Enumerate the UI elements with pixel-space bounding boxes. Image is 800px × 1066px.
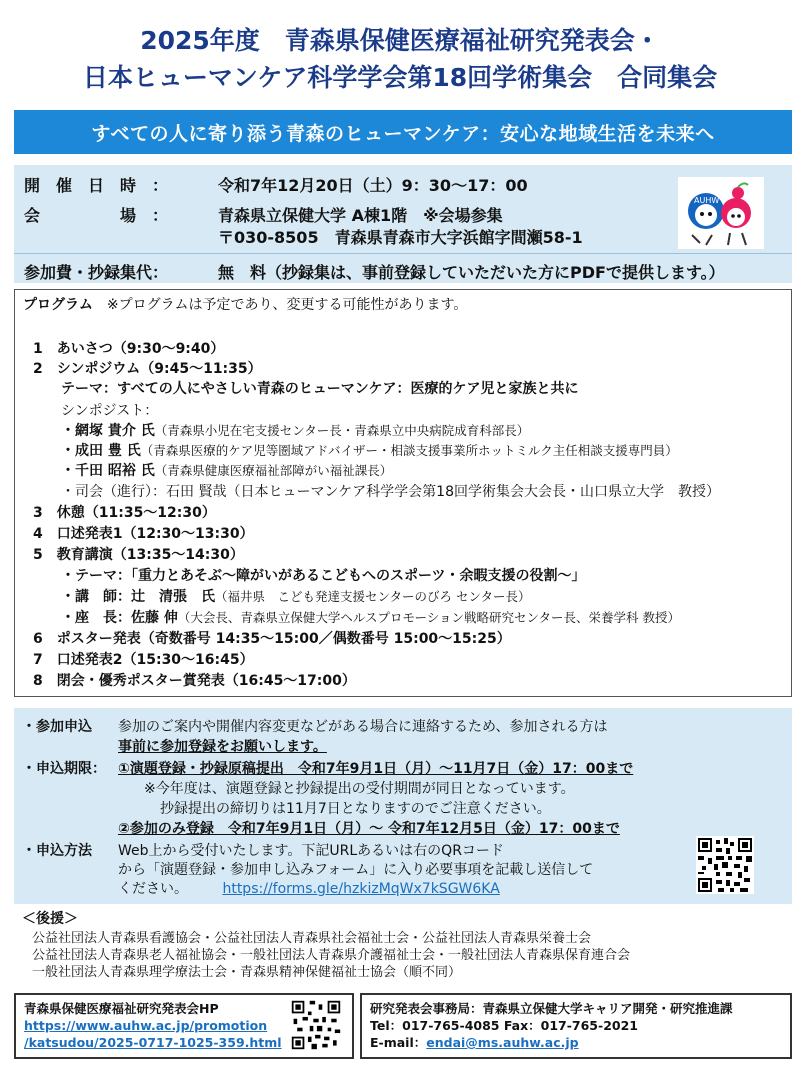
venue-value-2: 〒030-8505 青森県青森市大字浜館字間瀬58-1 (218, 228, 583, 247)
theme-banner (14, 110, 792, 154)
program-item-4: 4 口述発表1（12:30～13:30） (33, 526, 254, 542)
program-heading-row (23, 296, 467, 314)
date-label: 開 催 日 時 ： (24, 176, 169, 195)
lecturer-name: ・講 師：辻 清張 氏 (61, 589, 215, 605)
deadline-note-1: ※今年度は、演題登録と抄録提出の受付期間が同日となっています。 (144, 781, 575, 797)
lecture-theme: ・テーマ：「重力とあそぶ～障がいがあるこどもへのスポーツ・余暇支援の役割～」 (61, 568, 586, 584)
application-info (14, 708, 792, 904)
supporters-line-3: 一般社団法人青森県理学療法士会・青森県精神保健福祉士協会（順不同） (32, 965, 462, 980)
chair-role: （大会長、青森県立保健大学ヘルスプロモーション戦略研究センター長、栄養学科 教授） (177, 610, 680, 625)
supporters-heading: ＜後援＞ (22, 911, 78, 927)
venue-label: 会 場 ： (24, 206, 169, 225)
symposist-1-name: ・網塚 貴介 氏 (61, 423, 155, 439)
program-item-2: 2 シンポジウム（9:45～11:35） (33, 361, 262, 377)
deadline-abstract: ①演題登録・抄録原稿提出 令和7年9月1日（月）～11月7日（金）17：00まで (118, 761, 634, 777)
deadline-label: ・申込期限： (22, 761, 106, 777)
fee-label: 参加費・抄録集代： (24, 263, 169, 282)
apply-text-1: 参加のご案内や開催内容変更などがある場合に連絡するため、参加される方は (118, 719, 608, 735)
symposist-3 (61, 462, 392, 480)
office-email-row (370, 1034, 782, 1051)
symposist-1-role: （青森県小児在宅支援センター長・青森県立中央病院成育科部長） (154, 423, 530, 438)
mascot-logo (678, 177, 764, 249)
symposist-2 (61, 442, 678, 460)
theme-text: すべての人に寄り添う青森のヒューマンケア：安心な地域生活を未来へ (91, 122, 715, 145)
page-title (0, 22, 800, 96)
info-divider (14, 253, 792, 254)
program-box (14, 289, 792, 697)
program-item-8: 8 閉会・優秀ポスター賞発表（16:45～17:00） (33, 673, 356, 689)
homepage-box (14, 993, 354, 1059)
lecturer (61, 588, 530, 606)
program-heading: プログラム (23, 297, 93, 313)
apply-label: ・参加申込 (22, 719, 92, 735)
chair (61, 609, 680, 627)
method-text-1: Web上から受付いたします。下記URLあるいは右のQRコード (118, 843, 504, 859)
venue-value-1: 青森県立保健大学 A棟1階 ※会場参集 (218, 206, 503, 225)
supporters-line-1: 公益社団法人青森県看護協会・公益社団法人青森県社会福祉士会・公益社団法人青森県栄養士会 (32, 931, 592, 946)
program-note: ※プログラムは予定であり、変更する可能性があります。 (106, 297, 468, 313)
mascot-letters: AUHW (694, 196, 720, 205)
date-value: 令和7年12月20日（土）9：30～17：00 (218, 176, 528, 195)
symposist-2-role: （青森県医療的ケア児等圏域アドバイザー・相談支援事業所ホットミルク主任相談支援専門員） (140, 443, 678, 458)
program-item-1: 1 あいさつ（9:30～9:40） (33, 341, 225, 357)
homepage-label: 青森県保健医療福祉研究発表会HP (24, 1001, 219, 1016)
supporters-line-2: 公益社団法人青森県老人福祉協会・一般社団法人青森県介護福祉士会・一般社団法人青森県保育連合会 (32, 948, 631, 963)
homepage-url-1[interactable]: https://www.auhw.ac.jp/promotion (24, 1018, 268, 1033)
symposium-theme: テーマ：すべての人にやさしい青森のヒューマンケア：医療的ケア児と家族と共に (61, 381, 579, 397)
office-name: 研究発表会事務局：青森県立保健大学キャリア開発・研究推進課 (370, 1001, 733, 1016)
method-text-3-label: ください。 (118, 881, 188, 897)
symposist-3-role: （青森県健康医療福祉部障がい福祉課長） (154, 463, 393, 478)
program-item-3: 3 休憩（11:35～12:30） (33, 505, 216, 521)
symposist-3-name: ・千田 昭裕 氏 (61, 463, 155, 479)
supporters (22, 911, 792, 981)
office-tel-fax: Tel：017-765-4085 Fax：017-765-2021 (370, 1018, 638, 1033)
title-line-1: 2025年度 青森県保健医療福祉研究発表会・ (140, 26, 660, 55)
email-label: E-mail： (370, 1035, 427, 1050)
office-box (360, 993, 792, 1059)
title-line-2: 日本ヒューマンケア科学学会第18回学術集会 合同集会 (82, 63, 718, 92)
method-text-3 (118, 880, 500, 898)
deadline-participation: ②参加のみ登録 令和7年9月1日（月）～ 令和7年12月5日（金）17：00まで (118, 821, 620, 837)
form-url-link[interactable]: https://forms.gle/hzkizMqWx7kSGW6KA (222, 881, 500, 897)
program-item-5: 5 教育講演（13:35～14:30） (33, 547, 244, 563)
program-item-6: 6 ポスター発表（奇数番号 14:35～15:00／偶数番号 15:00～15:25） (33, 631, 511, 647)
method-label: ・申込方法 (22, 843, 92, 859)
homepage-qr-code[interactable] (290, 999, 342, 1051)
event-info (14, 165, 792, 283)
symposist-1 (61, 422, 529, 440)
symposist-2-name: ・成田 豊 氏 (61, 443, 141, 459)
symposists-label: シンポジスト： (61, 403, 159, 419)
method-text-2: から「演題登録・参加申し込みフォーム」に入り必要事項を記載し送信して (118, 862, 594, 878)
fee-value: 無 料（抄録集は、事前登録していただいた方にPDFで提供します。） (218, 263, 725, 282)
email-link[interactable]: endai@ms.auhw.ac.jp (426, 1035, 579, 1050)
apply-text-2: 事前に参加登録をお願いします。 (118, 739, 327, 755)
moderator: ・司会（進行）：石田 賢哉（日本ヒューマンケア科学学会第18回学術集会大会長・山口県立大学 教授） (61, 484, 720, 500)
deadline-note-2: 抄録提出の締切りは11月7日となりますのでご注意ください。 (160, 801, 551, 817)
lecturer-role: （福井県 こども発達支援センターのびろ センター長） (215, 589, 531, 604)
form-qr-code[interactable] (696, 836, 754, 894)
homepage-url-2[interactable]: /katsudou/2025-0717-1025-359.html (24, 1035, 282, 1050)
program-item-7: 7 口述発表2（15:30～16:45） (33, 652, 254, 668)
chair-name: ・座 長：佐藤 伸 (61, 610, 178, 626)
